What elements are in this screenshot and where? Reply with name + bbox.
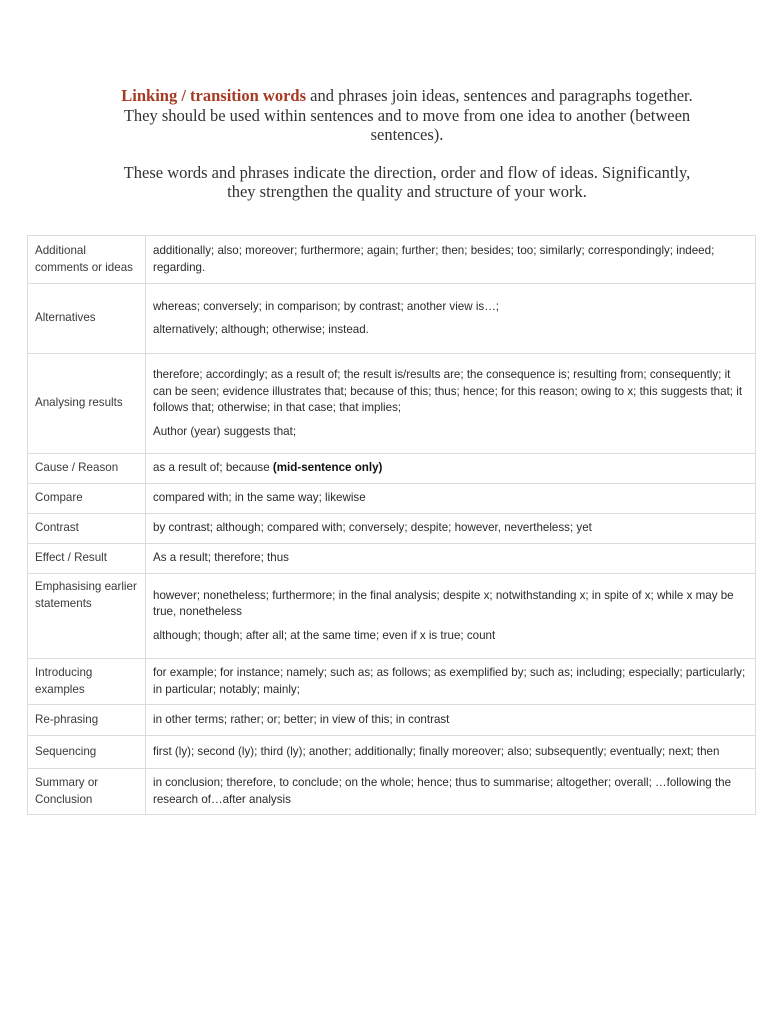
table-row: [28, 769, 756, 815]
phrases-text: Author (year) suggests that;: [153, 424, 297, 438]
category-cell: Contrast: [28, 514, 146, 544]
phrases-cell: [146, 454, 756, 484]
category-cell: Introducing examples: [28, 659, 146, 705]
table-row: [28, 236, 756, 284]
table-row: [28, 705, 756, 736]
phrases-text: compared with; in the same way; likewise: [153, 491, 366, 505]
phrases-text: by contrast; although; compared with; conversely; despite; however, nevertheless; yet: [153, 521, 592, 535]
table-row: [28, 484, 756, 514]
phrases-cell: [146, 354, 756, 454]
table-row: [28, 736, 756, 769]
intro-paragraph-1-text: and phrases join ideas, sentences and paragraphs together. They should be used within sentences and to move from one idea to another (between sentences).: [123, 86, 693, 144]
phrases-text: in other terms; rather; or; better; in view of this; in contrast: [153, 712, 450, 726]
category-cell: Emphasising earlier statements: [28, 574, 146, 659]
phrases-text-plain: as a result of; because: [153, 461, 273, 475]
category-cell: Additional comments or ideas: [28, 236, 146, 284]
phrases-cell: [146, 284, 756, 354]
table-row: [28, 659, 756, 705]
phrases-cell: [146, 705, 756, 736]
table-row: [28, 514, 756, 544]
phrases-text-bold: (mid-sentence only): [272, 461, 383, 475]
phrases-text: however; nonetheless; furthermore; in the final analysis; despite x; notwithstanding x; in spite of x; while x may be true, nonetheless: [153, 588, 734, 619]
table-row: [28, 354, 756, 454]
phrases-text: in conclusion; therefore, to conclude; on the whole; hence; thus to summarise; altogether; overall; …following the research of…after analysis: [153, 776, 732, 806]
phrases-text: first (ly); second (ly); third (ly); another; additionally; finally moreover; also; subsequently; eventually; next; then: [153, 744, 720, 758]
phrases-text: [153, 460, 748, 477]
phrases-cell: [146, 514, 756, 544]
phrases-cell: [146, 484, 756, 514]
table-row: [28, 544, 756, 574]
table-row: [28, 574, 756, 659]
phrases-text: additionally; also; moreover; furthermore; again; further; then; besides; too; similarly; correspondingly; indeed; regarding.: [153, 244, 715, 274]
table-row: [28, 284, 756, 354]
intro-paragraph-2: These words and phrases indicate the direction, order and flow of ideas. Significantly, they strengthen the quality and structure of your work.: [123, 162, 691, 201]
category-cell: Summary or Conclusion: [28, 769, 146, 815]
intro-highlight: Linking / transition words: [121, 86, 307, 105]
phrases-text: although; though; after all; at the same time; even if x is true; count: [153, 628, 496, 642]
phrases-cell: [146, 574, 756, 659]
phrases-cell: [146, 769, 756, 815]
phrases-cell: [146, 659, 756, 705]
linking-words-table: [27, 235, 756, 815]
intro-paragraph-1: [110, 86, 704, 145]
category-cell: Compare: [28, 484, 146, 514]
category-cell: Re-phrasing: [28, 705, 146, 736]
category-cell: Effect / Result: [28, 544, 146, 574]
table-row: [28, 454, 756, 484]
category-cell: Analysing results: [28, 354, 146, 454]
phrases-text: whereas; conversely; in comparison; by contrast; another view is…;: [153, 299, 500, 313]
phrases-text: As a result; therefore; thus: [153, 551, 289, 565]
category-cell: Cause / Reason: [28, 454, 146, 484]
category-cell: Alternatives: [28, 284, 146, 354]
phrases-cell: [146, 236, 756, 284]
phrases-text: for example; for instance; namely; such as; as follows; as exemplified by; such as; including; especially; particularly; in particular; notably; mainly;: [153, 666, 746, 696]
category-cell: Sequencing: [28, 736, 146, 769]
intro: [110, 86, 704, 202]
phrases-text: alternatively; although; otherwise; instead.: [153, 323, 369, 336]
phrases-cell: [146, 736, 756, 769]
phrases-cell: [146, 544, 756, 574]
phrases-text: therefore; accordingly; as a result of; the result is/results are; the consequence is; resulting from; consequently; it can be seen; evidence illustrates that; because of this; thus; hence; for this reason; owing to x; this suggests that; it follows that; otherwise; in that case; that implies;: [153, 368, 743, 414]
